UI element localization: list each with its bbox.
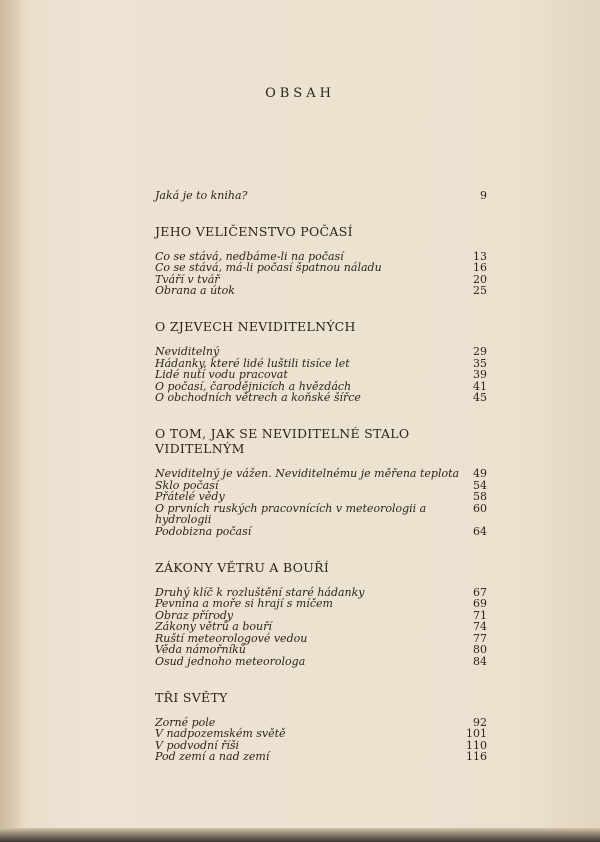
toc-intro-title: Jaká je to kniha? [155, 189, 248, 202]
toc-entry: Věda námořníků 80 [155, 643, 487, 657]
toc-entry: V podvodní říši 110 [155, 738, 487, 752]
toc-entry: Neviditelný 29 [155, 344, 487, 358]
toc-entry: Podobizna počasí 64 [155, 524, 487, 538]
toc-entry: Pod zemí a nad zemí 116 [155, 750, 487, 764]
toc-intro-page: 9 [480, 189, 487, 202]
toc-entry: O počasí, čarodějnicích a hvězdách 41 [155, 379, 487, 393]
toc-section-title: ZÁKONY VĚTRU A BOUŘÍ [155, 559, 330, 575]
page-spine-shadow [0, 0, 22, 842]
toc-entry: V nadpozemském světě 101 [155, 727, 487, 741]
toc-section-title: JEHO VELIČENSTVO POČASÍ [155, 223, 353, 239]
page-bottom-edge [0, 828, 600, 842]
toc-entry: Přátelé vědy 58 [155, 490, 487, 504]
toc-entry: Tváří v tvář 20 [155, 272, 487, 286]
toc-entry: Sklo počasí 54 [155, 478, 487, 492]
toc-entry: Pevnina a moře si hrají s míčem 69 [155, 597, 487, 611]
toc-entry: Neviditelný je vážen. Neviditelnému je měřena teplota 49 [155, 466, 487, 480]
toc-entry: Osud jednoho meteorologa 84 [155, 655, 487, 669]
toc-entry: Obraz přírody 71 [155, 608, 487, 622]
toc-section-title: O ZJEVECH NEVIDITELNÝCH [155, 318, 356, 334]
toc-entry: Hádanky, které lidé luštili tisíce let 35 [155, 356, 487, 370]
toc-entry: Co se stává, má-li počasí špatnou náladu 16 [155, 261, 487, 275]
toc-section-title: TŘI SVĚTY [155, 689, 228, 705]
toc-entry: Co se stává, nedbáme-li na počasí 13 [155, 249, 487, 263]
toc-entry: Zákony větrů a bouří 74 [155, 620, 487, 634]
toc-entry: Obrana a útok 25 [155, 284, 487, 298]
toc-entry: Druhý klíč k rozluštění staré hádanky 67 [155, 585, 487, 599]
toc-entry: Ruští meteorologové vedou 77 [155, 631, 487, 645]
toc-entry: O obchodních větrech a koňské šířce 45 [155, 391, 487, 405]
toc-entry: Zorné pole 92 [155, 715, 487, 729]
toc-section-title: O TOM, JAK SE NEVIDITELNÉ STALO VIDITELNÝM [155, 425, 410, 456]
table-of-contents [155, 190, 487, 763]
toc-entry: Lidé nutí vodu pracovat 39 [155, 368, 487, 382]
page-title: OBSAH [265, 86, 335, 101]
toc-intro-row [155, 190, 487, 202]
toc-entry: O prvních ruských pracovnících v meteorologii a hydrologii 60 [155, 501, 487, 527]
